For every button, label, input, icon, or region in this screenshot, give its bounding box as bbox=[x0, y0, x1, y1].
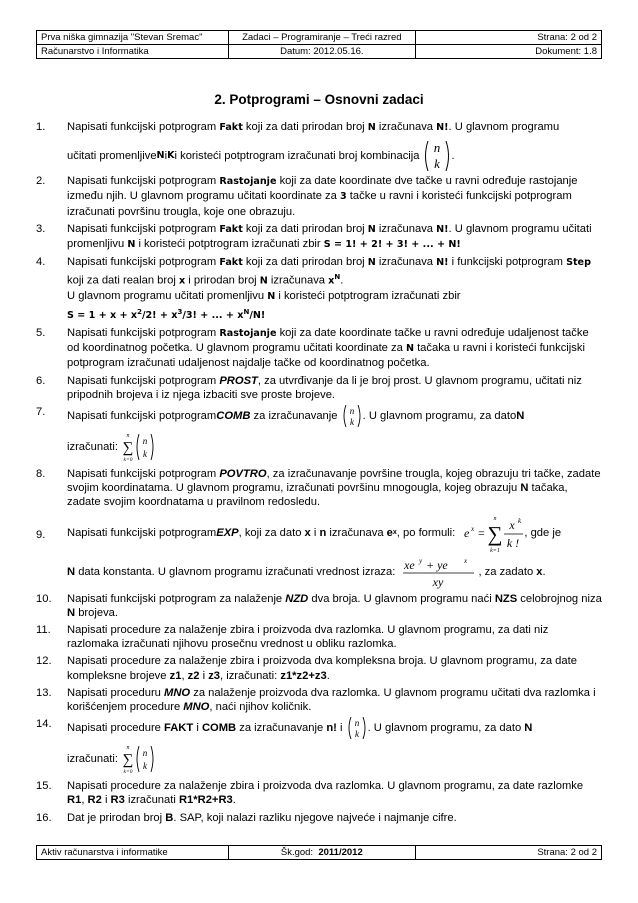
task-item-8 bbox=[36, 467, 602, 510]
task-text: i koristeći potptrogram izračunati broj kombinacija bbox=[174, 150, 420, 163]
keyword: EXP bbox=[216, 527, 239, 540]
svg-text:xe: xe bbox=[404, 557, 416, 572]
keyword: N bbox=[67, 566, 76, 579]
task-number: 11. bbox=[36, 623, 51, 636]
keyword: MNO bbox=[164, 686, 191, 699]
task-text: . U glavnom programu, za dato bbox=[367, 722, 525, 735]
keyword: n! bbox=[326, 722, 337, 735]
task-text: i bbox=[101, 794, 111, 807]
keyword: z2 bbox=[187, 669, 200, 682]
task-text: Napisati funkcijski potprogram bbox=[67, 222, 220, 235]
task-text: tačke u ravni i koristeći funkcijski potprogram izračunati površinu trougla, koje one obrazuju. bbox=[67, 190, 572, 218]
task-text: koji za dati prirodan broj bbox=[242, 121, 368, 133]
keyword: FAKT bbox=[164, 722, 194, 735]
task-text: i koristeći potptrogram izračunati zbir bbox=[275, 290, 461, 303]
svg-text:∑: ∑ bbox=[122, 752, 134, 769]
task-number: 6. bbox=[36, 374, 46, 387]
task-text: za izračunavanje bbox=[250, 409, 341, 422]
task-text: Napisati funkcijski potprogram bbox=[67, 175, 220, 188]
task-text: izračunava bbox=[375, 222, 437, 235]
sum-expression bbox=[122, 742, 156, 776]
page-footer bbox=[36, 845, 602, 860]
keyword: NZD bbox=[285, 592, 309, 605]
task-item-11 bbox=[36, 623, 602, 651]
task-text: Napisati procedure za nalaženje zbira i proizvoda dva razlomka. U glavnom programu, za date razlomke bbox=[67, 780, 584, 793]
task-text: . bbox=[542, 566, 546, 579]
task-text: Napisati funkcijski potprogram bbox=[67, 527, 217, 540]
task-text: . bbox=[232, 794, 236, 807]
header-subject: Zadaci – Programiranje – Treći razred bbox=[229, 31, 415, 45]
task-text: . U glavnom programu bbox=[448, 121, 560, 133]
svg-text:k=0: k=0 bbox=[123, 769, 133, 776]
task-text: i prirodan broj bbox=[185, 275, 260, 288]
task-text: i bbox=[164, 150, 168, 163]
task-text: brojeva. bbox=[75, 606, 119, 619]
task-text: , po formuli: bbox=[396, 527, 459, 540]
svg-text:∑: ∑ bbox=[487, 521, 503, 546]
task-text: izračunava bbox=[326, 527, 387, 540]
keyword: N bbox=[367, 122, 376, 133]
task-text: koji za dati prirodan broj bbox=[242, 256, 368, 269]
exp-series-formula bbox=[462, 512, 524, 556]
keyword: N bbox=[367, 257, 376, 269]
keyword: R2 bbox=[87, 794, 102, 807]
task-list bbox=[36, 120, 602, 825]
keyword: z3 bbox=[208, 669, 221, 682]
task-number: 16. bbox=[36, 811, 52, 824]
svg-text:e: e bbox=[464, 525, 470, 540]
task-number: 2. bbox=[36, 175, 46, 188]
task-number: 14. bbox=[36, 718, 52, 731]
keyword: x bbox=[178, 276, 186, 288]
binomial-coefficient bbox=[422, 139, 452, 173]
task-text: Napisati funkcijski potprogram bbox=[67, 121, 220, 133]
keyword: PROST bbox=[219, 374, 258, 387]
task-text: Napisati procedure za nalaženje zbira i proizvoda dva kompleksna broja. U glavnom programu, za date kompleksne brojeve bbox=[67, 655, 577, 682]
keyword: x bbox=[536, 566, 543, 579]
binomial-top: n bbox=[433, 140, 440, 156]
keyword: Fakt bbox=[219, 122, 243, 133]
task-number: 1. bbox=[36, 121, 46, 133]
task-item-10 bbox=[36, 592, 602, 620]
task-text: za nalaženje proizvoda dva razlomka. U glavnom programu učitati dva razlomka i korišćenjem procedure bbox=[67, 686, 596, 713]
task-text: koji za dati realan broj bbox=[67, 275, 179, 288]
task-text: izračunava bbox=[375, 256, 437, 269]
keyword: N bbox=[267, 291, 276, 303]
binomial-coefficient bbox=[342, 404, 362, 428]
header-date: Datum: 2012.05.16. bbox=[229, 45, 415, 59]
task-text: i koristeći potptrogram izračunati zbir bbox=[135, 238, 324, 251]
keyword: N bbox=[524, 722, 533, 735]
task-item-6 bbox=[36, 374, 602, 402]
keyword: N bbox=[367, 223, 376, 235]
task-number: 9. bbox=[36, 528, 46, 541]
svg-text:x: x bbox=[464, 556, 468, 565]
keyword: N bbox=[156, 150, 165, 162]
task-item-1 bbox=[36, 120, 602, 171]
task-number: 7. bbox=[36, 405, 46, 418]
keyword: Step bbox=[566, 257, 591, 269]
keyword: R1 bbox=[67, 794, 82, 807]
keyword: n bbox=[319, 527, 327, 540]
task-number: 5. bbox=[36, 326, 46, 339]
task-text: Napisati funkcijski potprogram bbox=[67, 467, 220, 480]
task-text: , za zadato bbox=[478, 566, 537, 579]
task-text: dva broja. U glavnom programu naći bbox=[308, 592, 495, 605]
sum-expression bbox=[122, 430, 156, 464]
header-course: Računarstvo i Informatika bbox=[37, 45, 229, 59]
task-text: . bbox=[340, 275, 344, 288]
task-text: Napisati funkcijski potprogram bbox=[67, 374, 220, 387]
binomial-coefficient bbox=[347, 716, 367, 740]
task-text: , izračunati: bbox=[220, 669, 281, 682]
page-header bbox=[36, 30, 602, 59]
task-text: i bbox=[199, 669, 209, 682]
task-item-2 bbox=[36, 174, 602, 219]
keyword: z1 bbox=[169, 669, 182, 682]
task-text: U glavnom programu učitati promenljivu bbox=[67, 290, 268, 303]
task-text: . bbox=[326, 669, 330, 682]
svg-text:∑: ∑ bbox=[122, 439, 134, 456]
task-item-9 bbox=[36, 512, 602, 590]
svg-text:n: n bbox=[126, 432, 130, 439]
keyword: N bbox=[405, 343, 414, 355]
sum-formula: $S = 1 + x + x^2/2$! + $x^3/3$! + ... + $x^N/N$! bbox=[67, 307, 266, 321]
keyword: N! bbox=[436, 122, 449, 133]
task-text: izračunati: bbox=[67, 440, 118, 453]
task-text: , koji za dato bbox=[238, 527, 305, 540]
svg-text:k: k bbox=[354, 729, 359, 740]
task-text: za izračunavanje bbox=[236, 722, 327, 735]
svg-text:k=0: k=0 bbox=[123, 456, 133, 463]
task-text: , naći njihov količnik. bbox=[209, 701, 312, 713]
task-text: i bbox=[310, 527, 320, 540]
task-text: Napisati procedure bbox=[67, 722, 165, 735]
page-title: 2. Potprogrami – Osnovni zadaci bbox=[214, 92, 424, 107]
task-text: , bbox=[81, 794, 88, 807]
task-text: koji za dati prirodan broj bbox=[242, 222, 368, 235]
keyword: Fakt bbox=[219, 257, 243, 269]
task-item-15 bbox=[36, 779, 602, 807]
keyword: R1*R2+R3 bbox=[178, 794, 233, 807]
keyword: N bbox=[520, 482, 529, 495]
keyword: S = 1! + 2! + 3! + ... + N! bbox=[323, 239, 461, 251]
header-school: Prva niška gimnazija "Stevan Sremac" bbox=[37, 31, 229, 45]
task-text: Napisati funkcijski potprogram bbox=[67, 256, 220, 269]
svg-text:y: y bbox=[419, 556, 423, 565]
task-text: tačaka, zadate svojim koordnatama u pravilnom redosledu. bbox=[67, 482, 568, 509]
task-item-5 bbox=[36, 326, 602, 371]
task-item-13 bbox=[36, 686, 602, 714]
keyword: 3 bbox=[340, 191, 347, 203]
task-text: izračunava bbox=[267, 275, 329, 288]
keyword: Rastojanje bbox=[219, 176, 277, 188]
keyword: N bbox=[67, 606, 76, 619]
task-item-7 bbox=[36, 405, 602, 465]
keyword: K bbox=[167, 150, 175, 162]
footer-school-year: Šk.god: 2011/2012 bbox=[229, 846, 415, 860]
keyword: z1*z2+z3 bbox=[280, 669, 327, 682]
task-item-14 bbox=[36, 717, 602, 777]
svg-text:xy: xy bbox=[433, 574, 444, 589]
keyword: MNO bbox=[183, 701, 210, 713]
footer-page: Strana: 2 od 2 bbox=[415, 846, 601, 860]
keyword: B bbox=[165, 811, 174, 824]
task-number: 15. bbox=[36, 780, 52, 793]
task-text: , za utvrđivanje da li je broj prost. U glavnom programu, učitati niz pripodnih brojeva i iz njega izbaciti sve proste brojeve. bbox=[67, 374, 582, 401]
task-item-4 bbox=[36, 255, 602, 323]
keyword: Rastojanje bbox=[219, 327, 277, 339]
task-number: 13. bbox=[36, 686, 52, 699]
expression-formula bbox=[402, 556, 478, 590]
keyword: N! bbox=[436, 257, 449, 269]
task-text: izračunati: bbox=[67, 753, 118, 766]
footer-department: Aktiv računarstva i informatike bbox=[37, 846, 229, 860]
task-text: izračunava bbox=[375, 121, 437, 133]
task-text: učitati promenljive bbox=[67, 150, 157, 163]
task-text: , za izračunavanje površine trougla, kojeg obrazuju tri tačke, zadate svojim koordinatama. U glavnom programu, izračunati površinu mnogougla, kojeg obrazuju bbox=[67, 467, 601, 495]
keyword: N! bbox=[436, 223, 449, 235]
task-text: i funkcijski potprogram bbox=[448, 256, 567, 269]
svg-text:+ ye: + ye bbox=[423, 557, 449, 572]
task-text: Napisati funkcijski potprogram bbox=[67, 326, 220, 339]
task-text: . SAP, koji nalazi razliku njegove najveće i najmanje cifre. bbox=[173, 811, 457, 824]
task-text: tačaka u ravni i koristeći funkcijski potprogram izračunati udaljenost najdalje tačke od koordinatnog početka. bbox=[67, 342, 585, 370]
task-item-12 bbox=[36, 654, 602, 682]
svg-text:k: k bbox=[143, 448, 147, 459]
svg-text:k !: k ! bbox=[507, 535, 520, 550]
header-document: Dokument: 1.8 bbox=[415, 45, 601, 59]
task-text: . U glavnom programu učitati promenljivu bbox=[67, 222, 592, 251]
keyword: N bbox=[334, 273, 341, 282]
keyword: e bbox=[386, 527, 393, 540]
svg-text:x: x bbox=[471, 524, 475, 533]
svg-text:k: k bbox=[349, 416, 354, 427]
task-text: Napisati funkcijski potprogram za nalaženje bbox=[67, 592, 286, 605]
task-text: izračunati bbox=[124, 794, 179, 807]
task-number: 4. bbox=[36, 256, 46, 269]
keyword: R3 bbox=[110, 794, 125, 807]
keyword: N bbox=[127, 239, 136, 251]
task-item-3 bbox=[36, 222, 602, 252]
keyword: COMB bbox=[201, 722, 237, 735]
keyword: x bbox=[304, 527, 311, 540]
keyword: COMB bbox=[216, 409, 251, 422]
svg-text:=: = bbox=[478, 525, 486, 540]
task-text: i bbox=[193, 722, 202, 735]
task-number: 10. bbox=[36, 592, 52, 605]
task-text: celobrojnog niza bbox=[517, 592, 602, 605]
svg-text:n: n bbox=[349, 405, 354, 416]
task-text: Dat je prirodan broj bbox=[67, 811, 166, 824]
keyword: x bbox=[328, 276, 335, 288]
task-text: . U glavnom programu, za dato bbox=[362, 409, 517, 422]
task-number: 8. bbox=[36, 467, 46, 480]
svg-text:n: n bbox=[126, 745, 130, 752]
task-text: . bbox=[451, 150, 455, 163]
svg-text:n: n bbox=[142, 748, 148, 759]
keyword: NZS bbox=[494, 592, 518, 605]
task-text: Napisati funkcijski potprogram bbox=[67, 409, 217, 422]
svg-text:k: k bbox=[143, 761, 147, 772]
task-item-16 bbox=[36, 811, 602, 825]
task-text: , gde je bbox=[524, 527, 562, 540]
svg-text:k: k bbox=[518, 516, 522, 525]
keyword: N bbox=[516, 409, 525, 422]
keyword: Fakt bbox=[219, 223, 243, 235]
svg-text:n: n bbox=[493, 515, 497, 522]
binomial-bottom: k bbox=[433, 156, 440, 172]
task-text: data konstanta. U glavnom programu izračunati vrednost izraza: bbox=[75, 566, 399, 579]
header-page: Strana: 2 od 2 bbox=[415, 31, 601, 45]
keyword: POVTRO bbox=[219, 467, 267, 480]
keyword: N bbox=[259, 276, 268, 288]
task-text: koji za date koordinate dve tačke u ravni određuje rastojanje između njih. U glavnom programu učitati koordinate za bbox=[67, 175, 578, 203]
task-text: i bbox=[336, 722, 346, 735]
task-text: Napisati proceduru bbox=[67, 686, 165, 699]
keyword: x bbox=[392, 529, 397, 537]
task-number: 12. bbox=[36, 655, 52, 668]
svg-text:k=1: k=1 bbox=[490, 547, 501, 554]
svg-text:x: x bbox=[509, 517, 516, 532]
task-text: , bbox=[181, 669, 188, 682]
task-number: 3. bbox=[36, 222, 46, 235]
svg-text:n: n bbox=[142, 435, 148, 446]
task-text: Napisati procedure za nalaženje zbira i proizvoda dva razlomka. U glavnom programu, za dati niz razlomaka izračunati njihovu prosečnu vrednost u obliku razlomka. bbox=[67, 623, 549, 651]
svg-text:n: n bbox=[354, 718, 359, 729]
task-text: koji za date koordinate tačke u ravni određuje udaljenost tačke od koordinatnog početka. U glavnom programu učitati koordinate za bbox=[67, 326, 589, 355]
